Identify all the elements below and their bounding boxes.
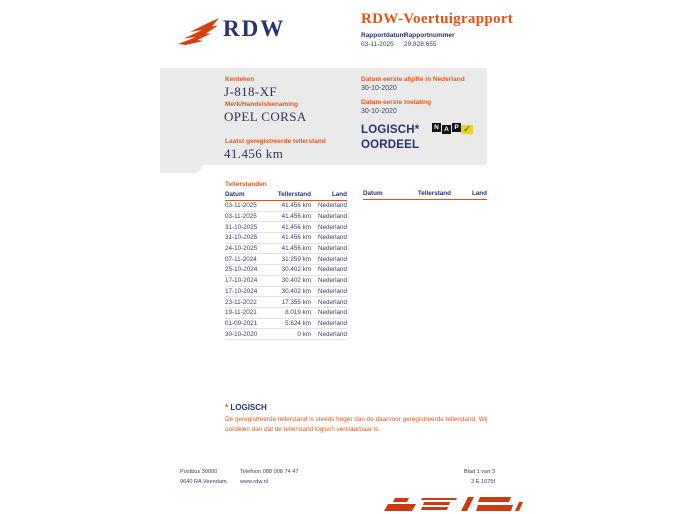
cell-datum: 07-11-2024 [225,255,257,263]
tellerstanden-title: Tellerstanden [225,181,267,188]
table-row [225,212,347,223]
table-row [225,319,347,330]
cell-tellerstand: 41.456 km [281,213,311,221]
rdw-stripes-deco-icon [376,495,524,513]
cell-tellerstand: 41.456 km [281,245,311,253]
laatste-tellerstand-label: Laatst geregistreerde tellerstand [225,138,326,145]
report-date-label: Rapportdatum [361,32,406,39]
cell-datum: 17-10-2024 [225,287,258,295]
report-number-value: 29.828.655 [404,41,437,48]
nap-letter-a: A [442,125,451,134]
table-row [225,329,347,340]
cell-datum: 03-11-2025 [225,213,257,221]
cell-tellerstand: 30.402 km [281,287,311,295]
page-title: RDW-Voertuigrapport [361,11,514,27]
cell-tellerstand: 41.456 km [281,234,311,242]
cell-tellerstand: 41.456 km [281,202,311,210]
cell-tellerstand: 5.624 km [285,319,311,327]
cell-land: Nederland [317,213,347,221]
cell-datum: 03-11-2025 [225,202,257,210]
cell-datum: 23-11-2022 [225,298,257,306]
cell-land: Nederland [317,255,347,263]
cell-datum: 17-10-2024 [225,277,258,285]
merk-value: OPEL CORSA [224,109,307,124]
col-land: Land [471,190,487,197]
tellerstanden-table-continued [363,190,487,200]
cell-tellerstand: 17.355 km [281,298,311,306]
afgifte-label: Datum eerste afgifte in Nederland [361,76,465,83]
table-row [225,265,347,276]
nap-checkmark-icon: ✓ [461,125,473,134]
table-row [225,244,347,255]
cell-land: Nederland [317,245,347,253]
kenteken-label: Kenteken [225,76,255,83]
table-row [225,233,347,244]
laatste-tellerstand-value: 41.456 km [224,146,284,161]
oordeel-line2: OORDEEL [361,139,420,151]
footer-address-line1: Postbus 30000 [180,469,218,475]
cell-datum: 31-10-2025 [225,234,258,242]
table-row [225,254,347,265]
afgifte-value: 30-10-2020 [361,85,397,92]
cell-datum: 24-10-2025 [225,245,258,253]
tellerstanden-header-continued [363,190,487,200]
col-tellerstand: Tellerstand [417,190,451,197]
oordeel-badge [361,123,419,153]
rdw-wing-icon [176,17,220,47]
cell-land: Nederland [317,298,347,306]
table-row [225,276,347,287]
cell-datum: 31-10-2025 [225,223,258,231]
tellerstanden-table [225,181,347,340]
footer-page-number: Blad 1 van 3 [463,469,495,475]
report-number-label: Rapportnummer [404,32,455,39]
cell-tellerstand: 31.259 km [281,255,311,263]
footer-website: www.rdw.nl [240,479,268,485]
oordeel-line1: LOGISCH* [361,124,420,136]
col-datum: Datum [225,191,245,198]
footer-phone: Telefoon 088 008 74 47 [240,469,299,475]
cell-tellerstand: 8.019 km [285,309,311,317]
cell-datum: 19-11-2021 [225,309,257,317]
footer-address-line2: 9640 RA Veendam [180,479,227,485]
cell-tellerstand: 30.402 km [281,277,311,285]
cell-datum: 25-10-2024 [225,266,258,274]
tellerstanden-rows [225,201,347,340]
kenteken-value: J-818-XF [224,84,278,99]
toelating-label: Datum eerste toelating [361,99,432,106]
cell-tellerstand: 41.456 km [281,223,311,231]
cell-land: Nederland [317,202,347,210]
vehicle-summary-panel-tab [160,165,202,173]
table-row [225,201,347,212]
col-tellerstand: Tellerstand [277,191,311,198]
toelating-value: 30-10-2020 [361,108,397,115]
cell-land: Nederland [317,234,347,242]
col-datum: Datum [363,190,383,197]
table-row [225,222,347,233]
table-row [225,308,347,319]
cell-land: Nederland [317,223,347,231]
footer-form-code: 3 E 1075f [471,479,495,485]
nap-logo-icon [432,122,478,140]
report-date-value: 03-11-2025 [361,41,394,48]
cell-land: Nederland [317,319,347,327]
col-land: Land [331,191,347,198]
cell-land: Nederland [317,277,347,285]
nap-letter-p: P [452,123,461,132]
footnote-title [225,403,267,412]
cell-land: Nederland [317,266,347,274]
merk-label: Merk/Handelsbenaming [225,101,298,108]
footnote-text: De geregistreerde tellerstand is steeds hoger dan de daarvoor geregistreerde tellerstand. Wij oordelen dan dat de tellerstand logisch verklaarbaar is. [225,416,488,433]
table-row [225,297,347,308]
cell-land: Nederland [317,330,347,338]
cell-land: Nederland [317,309,347,317]
cell-land: Nederland [317,287,347,295]
cell-tellerstand: 30.402 km [281,266,311,274]
cell-tellerstand: 0 km [297,330,311,338]
cell-datum: 30-10-2020 [225,330,258,338]
nap-letter-n: N [432,123,441,132]
footnote-asterisk: * [225,403,229,412]
rdw-logo-text: RDW [223,16,286,41]
table-row [225,287,347,298]
tellerstanden-header [225,191,347,201]
cell-datum: 01-09-2021 [225,319,258,327]
footnote-title-text: LOGISCH [230,403,267,412]
